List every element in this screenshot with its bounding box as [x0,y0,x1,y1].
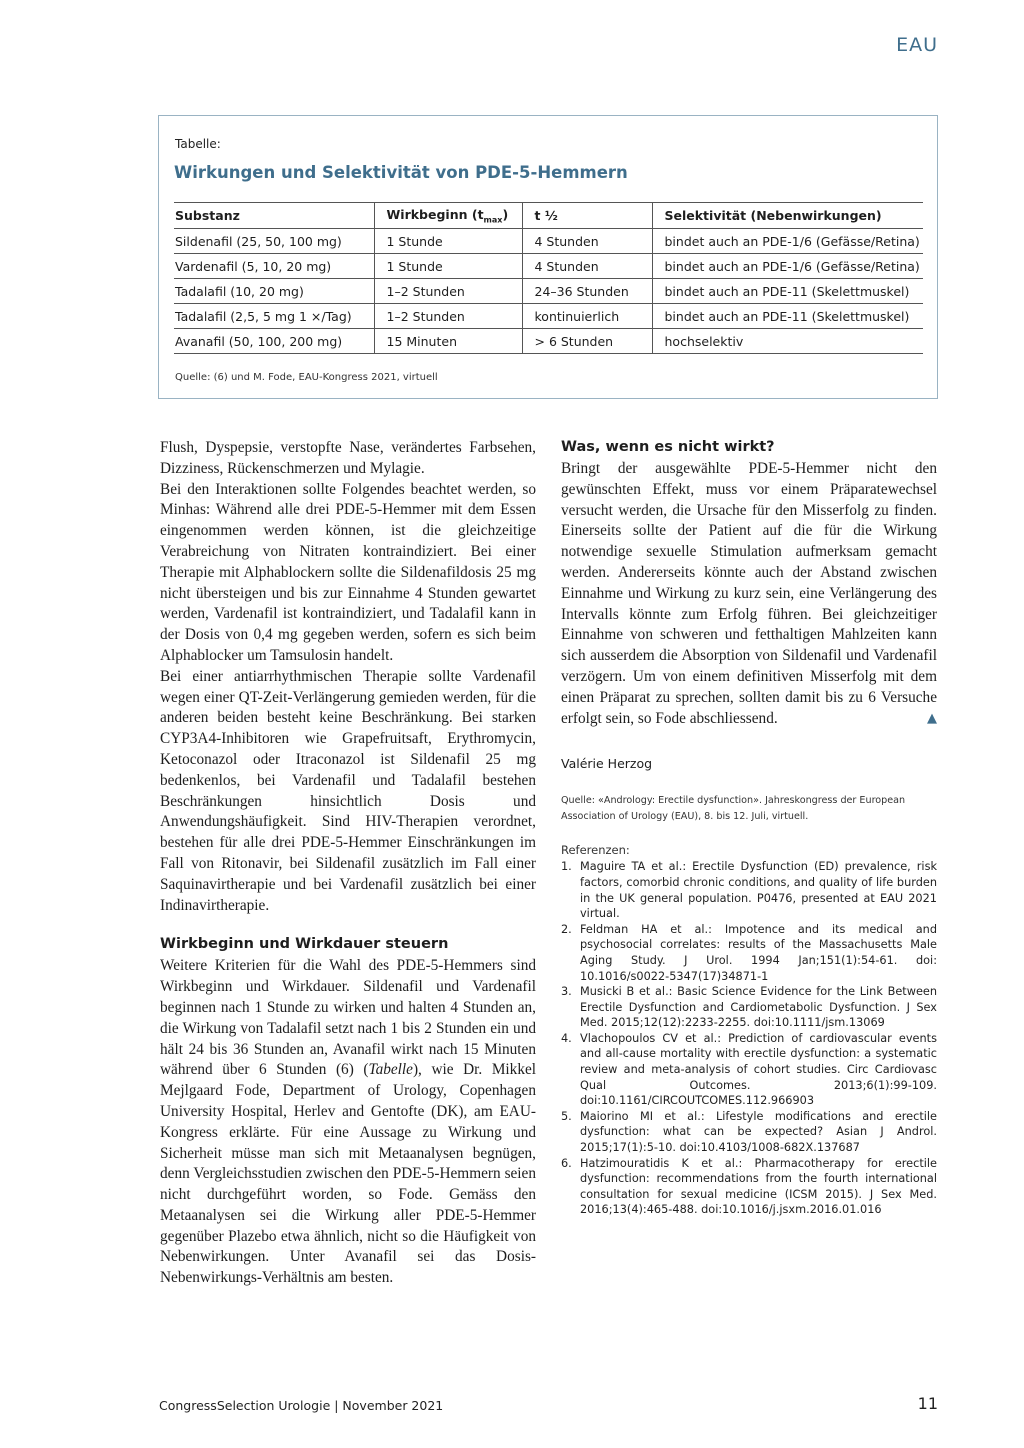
reference-item [561,1031,937,1109]
table-title: Wirkungen und Selektivität von PDE-5-Hemmern [174,163,628,182]
references-label: Referenzen: [561,843,630,858]
header-wirkbeginn-sub: max [483,215,503,225]
reference-number: 1. [561,860,572,874]
cell-selektivitaet: bindet auch an PDE-11 (Skelettmuskel) [652,304,923,329]
reference-number: 6. [561,1156,572,1170]
cell-wirkbeginn: 1 Stunde [374,254,522,279]
table-row [174,304,923,329]
reference-item [561,1109,937,1156]
cell-substanz: Tadalafil (10, 20 mg) [174,279,374,304]
reference-text: Vlachopoulos CV et al.: Prediction of cardiovascular events and all-cause mortality with erectile dysfunction: a systematic review and meta-analysis of cohort studies. Circ Cardiovasc Qual Outcomes. 2013;6(1):99-109. doi:10.1161/CIRCOUTCOMES.112.966903 [580,1031,937,1108]
reference-number: 5. [561,1109,572,1123]
reference-text: Maiorino MI et al.: Lifestyle modifications and erectile dysfunction: what can be expected? Asian J Androl. 2015;17(1):5-10. doi:10.4103/1008-682X.137687 [580,1109,937,1155]
cell-wirkbeginn: 1 Stunde [374,229,522,254]
body-paragraph: Flush, Dyspepsie, verstopfte Nase, verändertes Farbsehen, Dizziness, Rückenschmerzen und Mylagie. [160,439,536,477]
reference-text: Feldman HA et al.: Impotence and its medical and psychosocial correlates: results of the Massachusetts Male Aging Study. J Urol. 1994 Jan;151(1):54-61. doi: 10.1016/s0022-5347(17)34871-1 [580,922,937,983]
cell-halbwertszeit: kontinuierlich [522,304,652,329]
cell-selektivitaet: hochselektiv [652,329,923,354]
body-paragraph: Bei den Interaktionen sollte Folgendes beachtet werden, so Minhas: Während alle drei PDE-5-Hemmer mit dem Essen eingenommen werden können, ist die gleichzeitige Verabreichung von Nitraten kontraindiziert. Bei einer Therapie mit Alphablockern sollte die Sildenafildosis 25 mg nicht übersteigen und bis zur Einnahme 4 Stunden gewartet werden, Vardenafil ist kontraindiziert, und Tadalafil kann in der Dosis von 0,4 mg gegeben werden, sofern es sich beim Alphablocker um Tamsulosin handelt. [160,480,536,664]
cell-halbwertszeit: 4 Stunden [522,254,652,279]
header-selektivitaet: Selektivität (Nebenwirkungen) [652,203,923,229]
table-row [174,229,923,254]
cell-substanz: Vardenafil (5, 10, 20 mg) [174,254,374,279]
table-header-row [174,203,923,229]
reference-item [561,859,937,921]
header-halbwertszeit: t ½ [522,203,652,229]
cell-substanz: Sildenafil (25, 50, 100 mg) [174,229,374,254]
cell-substanz: Avanafil (50, 100, 200 mg) [174,329,374,354]
cell-halbwertszeit: > 6 Stunden [522,329,652,354]
reference-item [561,1156,937,1218]
table-reference: Tabelle [368,1061,413,1079]
right-column [561,438,937,1218]
table-row [174,279,923,304]
reference-number: 4. [561,1031,572,1045]
table-row [174,254,923,279]
cell-wirkbeginn: 1–2 Stunden [374,304,522,329]
cell-halbwertszeit: 24–36 Stunden [522,279,652,304]
header-wirkbeginn [374,203,522,229]
reference-text: Maguire TA et al.: Erectile Dysfunction (ED) prevalence, risk factors, comorbid chronic conditions, and quality of life burden in the UK general population. P0476, presented at EAU 2021 virtual. [580,860,937,921]
reference-text: Musicki B et al.: Basic Science Evidence for the Link Between Erectile Dysfunction and Cardiometabolic Dysfunction. J Sex Med. 2015;12(12):2233-2255. doi:10.1111/jsm.13069 [580,985,937,1030]
author-name: Valérie Herzog [561,756,653,772]
cell-selektivitaet: bindet auch an PDE-11 (Skelettmuskel) [652,279,923,304]
section-heading-wirkbeginn: Wirkbeginn und Wirkdauer steuern [160,936,449,953]
section-heading-nicht-wirkt: Was, wenn es nicht wirkt? [561,439,775,455]
footer-publication: CongressSelection Urologie | November 2021 [159,1398,444,1413]
header-wirkbeginn-close: ) [502,206,509,222]
references-list [561,859,937,1218]
header-wirkbeginn-label: Wirkbeginn (t [386,206,484,222]
cell-selektivitaet: bindet auch an PDE-1/6 (Gefässe/Retina) [652,229,923,254]
reference-text: Hatzimouratidis K et al.: Pharmacotherapy for erectile dysfunction: recommendations from the fourth international consultation for sexual medicine (ICSM 2015). J Sex Med. 2016;13(4):465-488. doi:10.1016/j.jsxm.2016.01.016 [580,1156,937,1217]
table-caption: Tabelle: [175,137,221,151]
body-paragraph: Bei einer antiarrhythmischen Therapie sollte Vardenafil wegen einer QT-Zeit-Verlängerung gemieden werden, für die anderen beiden besteht keine Beschränkung. Bei starken CYP3A4-Inhibitoren wie Grapefruitsaft, Erythromycin, Ketoconazol oder Itraconazol ist Sildenafil 25 mg bedenkenlos, bei Vardenafil und Tadalafil bestehen Beschränkungen hinsichtlich Dosis und Anwendungshäufigkeit. Sind HIV-Therapien verordnet, bestehen für alle drei PDE-5-Hemmer Einschränkungen im Fall von Ritonavir, bei Sildenafil zusätzlich im Fall einer Saquinavirtherapie und bei Vardenafil zusätzlich bei einer Indinavirtherapie. [160,667,536,914]
source-note: Quelle: «Andrology: Erectile dysfunction». Jahreskongress der European Association of Urology (EAU), 8. bis 12. Juli, virtuell. [561,795,906,822]
cell-wirkbeginn: 1–2 Stunden [374,279,522,304]
header-substanz: Substanz [174,203,374,229]
cell-substanz: Tadalafil (2,5, 5 mg 1 ×/Tag) [174,304,374,329]
table-row [174,329,923,354]
table-box [158,115,938,399]
reference-number: 3. [561,985,572,999]
paragraph-text: Weitere Kriterien für die Wahl des PDE-5-Hemmers sind Wirkbeginn und Wirkdauer. Sildenafil und Vardenafil beginnen nach 1 Stunde zu wirken und halten 4 Stunden an, die Wirkung von Tadalafil setzt nach 1 bis 2 Stunden ein und hält 24 bis 36 Stunden an, Avanafil wirkt nach 15 Minuten während über 6 Stunden (6) ( [160,957,536,1079]
page-number: 11 [917,1394,938,1413]
pde5-table [174,202,923,354]
reference-number: 2. [561,922,572,936]
paragraph-text: ), wie Dr. Mikkel Mejlgaard Fode, Department of Urology, Copenhagen University Hospital, Herlev and Gentofte (DK), am EAU-Kongress erklärte. Für eine Aussage zu Wirkung und Sicherheit müsse man sich mit Metaanalysen begnügen, denn Vergleichsstudien zwischen den PDE-5-Hemmern seien nicht durchgeführt worden, so Fode. Gemäss den Metaanalysen sei die Wirkung aller PDE-5-Hemmer gegenüber Plazebo etwa ähnlich, nicht so die Häufigkeit von Nebenwirkungen. Unter Avanafil sei das Dosis-Nebenwirkungs-Verhältnis am besten. [160,1061,537,1287]
cell-wirkbeginn: 15 Minuten [374,329,522,354]
body-paragraph [160,956,536,1289]
reference-item [561,922,937,984]
article-end-triangle-icon: ▲ [927,711,937,727]
left-column [160,438,536,1289]
cell-halbwertszeit: 4 Stunden [522,229,652,254]
body-paragraph: Bringt der ausgewählte PDE-5-Hemmer nicht den gewünschten Effekt, muss vor einem Präparatewechsel versucht werden, die Ursache für den Misserfolg zu finden. Einerseits sollte der Patient auf die für die Wirkung notwendige sexuelle Stimulation aufmerksam gemacht werden. Andererseits könnte auch der Abstand zwischen Einnahme und Wirkung zu kurz sein, eine Verlängerung des Intervalls könnte zum Erfolg führen. Bei gleichzeitiger Einnahme von schweren und fetthaltigen Mahlzeiten kann sich ausserdem die Absorption von Sildenafil und Vardenafil verzögern. Um von einem definitiven Misserfolg mit dem einen Präparat zu sprechen, sollten damit bis zu 6 Versuche erfolgt sein, so Fode abschliessend. [561,460,937,727]
cell-selektivitaet: bindet auch an PDE-1/6 (Gefässe/Retina) [652,254,923,279]
header-eau-label: EAU [896,34,938,56]
table-source: Quelle: (6) und M. Fode, EAU-Kongress 2021, virtuell [175,372,438,383]
reference-item [561,984,937,1031]
